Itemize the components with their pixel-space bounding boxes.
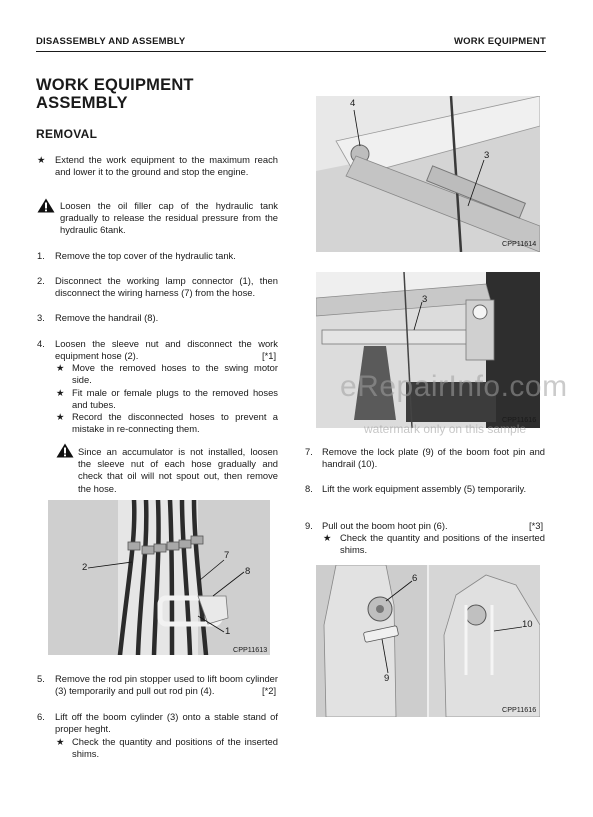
step-text: Pull out the boom hoot pin (6). xyxy=(322,520,448,531)
warning-text-2: Since an accumulator is not installed, loosen the sleeve nut of each hose gradually and check that oil will not spout out, then remove the hose. xyxy=(78,446,278,494)
boom-foot-illustration xyxy=(316,565,540,717)
step-text: Remove the handrail (8). xyxy=(55,312,159,323)
step-number: 3. xyxy=(37,312,45,323)
figure-caption: CPP11616 xyxy=(502,705,537,714)
boom-rod-illustration xyxy=(316,96,540,252)
watermark-subtext: watermark only on this sample xyxy=(364,422,527,436)
figure-callout: 1 xyxy=(225,626,231,637)
header-section-label: DISASSEMBLY AND ASSEMBLY xyxy=(36,36,186,47)
sub-bullet-text: Fit male or female plugs to the removed hoses and tubes. xyxy=(72,387,278,411)
star-bullet-icon: ★ xyxy=(56,387,65,398)
step-text: Remove the rod pin stopper used to lift boom cylinder (3) temporarily and pull out rod pin (4). xyxy=(55,673,278,697)
figure-hoses-photo xyxy=(48,500,270,655)
warning-text-1: Loosen the oil filler cap of the hydraulic tank gradually to release the residual pressure from the hydraulic 6tank. xyxy=(60,200,278,236)
header-chapter-label: WORK EQUIPMENT xyxy=(454,36,546,47)
figure-callout: 4 xyxy=(350,98,356,109)
figure-caption: CPP11613 xyxy=(233,645,268,654)
step-number: 1. xyxy=(37,250,45,261)
step-text: Loosen the sleeve nut and disconnect the work equipment hose (2). xyxy=(55,338,278,362)
sub-bullet-text: Record the disconnected hoses to prevent a mistake in re-connecting them. xyxy=(72,411,278,435)
sub-bullet-text: Move the removed hoses to the swing motor side. xyxy=(72,362,278,386)
figure-callout: 3 xyxy=(484,150,490,161)
figure-callout: 7 xyxy=(224,550,230,561)
warning-triangle-icon xyxy=(56,443,74,458)
step-text: Disconnect the working lamp connector (1), then disconnect the wiring harness (7) from the hose. xyxy=(55,275,278,299)
step-reference: [*2] xyxy=(262,685,277,696)
star-bullet-icon: ★ xyxy=(56,411,65,422)
star-bullet-icon: ★ xyxy=(56,736,65,747)
figure-callout: 3 xyxy=(422,294,428,305)
step-text: Lift the work equipment assembly (5) temporarily. xyxy=(322,483,527,494)
star-bullet-icon: ★ xyxy=(323,532,332,543)
hoses-illustration xyxy=(48,500,270,655)
figure-callout: 8 xyxy=(245,566,251,577)
step-number: 2. xyxy=(37,275,45,286)
star-bullet-icon: ★ xyxy=(56,362,65,373)
step-text: Remove the top cover of the hydraulic tank. xyxy=(55,250,236,261)
sub-bullet-text: Check the quantity and positions of the inserted shims. xyxy=(72,736,278,760)
section-heading: REMOVAL xyxy=(36,127,98,141)
sub-bullet-text: Check the quantity and positions of the inserted shims. xyxy=(340,532,545,556)
step-number: 6. xyxy=(37,711,45,722)
running-header xyxy=(36,36,546,50)
step-reference: [*3] xyxy=(529,520,544,531)
figure-callout: 6 xyxy=(412,573,418,584)
step-number: 9. xyxy=(305,520,313,531)
step-number: 4. xyxy=(37,338,45,349)
page-title-line2: ASSEMBLY xyxy=(36,94,128,112)
page-title-line1: WORK EQUIPMENT xyxy=(36,76,194,94)
step-number: 8. xyxy=(305,483,313,494)
figure-callout: 9 xyxy=(384,673,390,684)
watermark-text: eRepairInfo.com xyxy=(340,370,568,403)
step-number: 5. xyxy=(37,673,45,684)
step-text: Remove the lock plate (9) of the boom foot pin and handrail (10). xyxy=(322,446,545,470)
warning-triangle-icon xyxy=(37,198,55,213)
step-number: 7. xyxy=(305,446,313,457)
figure-caption: CPP11616 xyxy=(502,415,537,424)
step-reference: [*1] xyxy=(262,350,277,361)
intro-text: Extend the work equipment to the maximum reach and lower it to the ground and stop the engine. xyxy=(55,154,278,178)
cylinder-stand-illustration xyxy=(316,272,540,428)
step-text: Lift off the boom cylinder (3) onto a stable stand of proper heght. xyxy=(55,711,278,735)
star-bullet-icon: ★ xyxy=(37,154,46,165)
figure-boom-cylinder-rod-photo xyxy=(316,96,540,252)
page-title xyxy=(36,76,194,112)
figure-callout: 2 xyxy=(82,562,88,573)
figure-caption: CPP11614 xyxy=(502,239,537,248)
figure-boom-foot-pin-photo xyxy=(316,565,540,717)
figure-callout: 10 xyxy=(522,619,533,630)
header-rule xyxy=(36,51,546,52)
figure-cylinder-on-stand-photo xyxy=(316,272,540,428)
